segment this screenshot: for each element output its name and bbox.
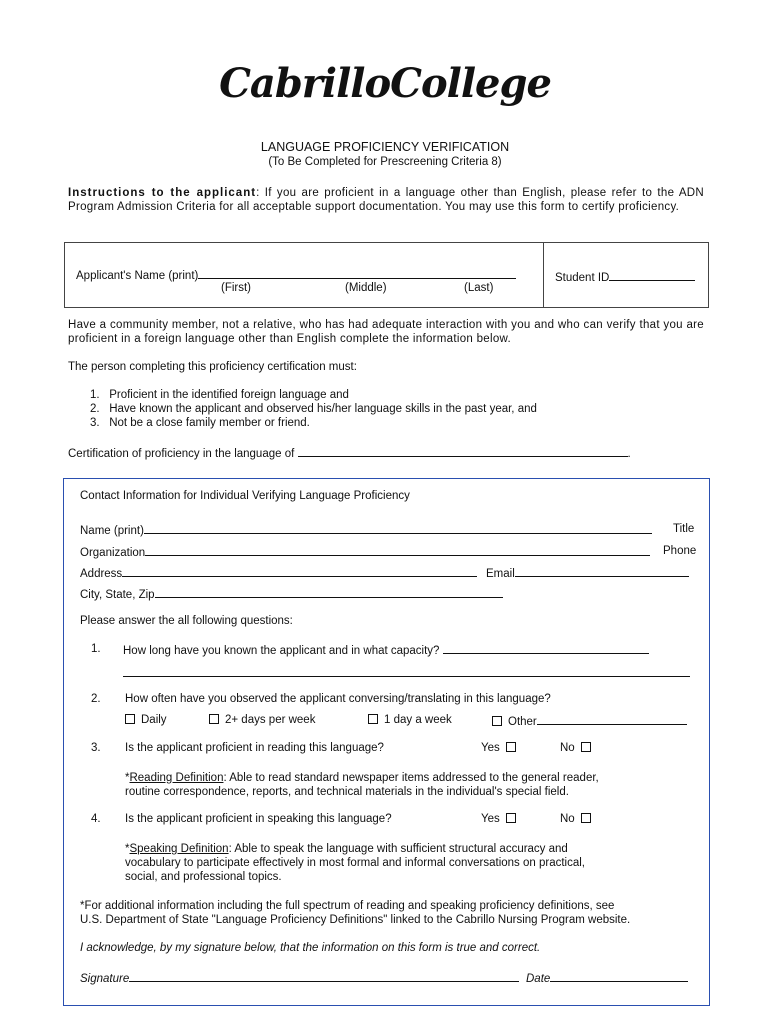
address-field[interactable]: [80, 566, 477, 580]
option-1-day-a-week[interactable]: 1 day a week: [368, 714, 452, 726]
instructions-text: : If you are proficient in a language other than English, please refer to the ADN Program Admission Criteria for all acceptable support documentation. You may use this form to certify proficiency.: [68, 187, 704, 213]
q3-no-option[interactable]: No: [560, 742, 597, 754]
student-id-line[interactable]: [609, 270, 695, 281]
applicant-name-field[interactable]: [76, 268, 516, 282]
question-4-number: 4.: [91, 813, 101, 825]
question-3-number: 3.: [91, 742, 101, 754]
other-line[interactable]: [537, 714, 687, 725]
question-2-text: How often have you observed the applicant conversing/translating in this language?: [125, 693, 551, 705]
certification-label: Certification of proficiency in the language of: [68, 448, 295, 460]
applicant-name-label: Applicant's Name (print): [76, 270, 199, 282]
form-subtitle: (To Be Completed for Prescreening Criteria 8): [268, 156, 502, 168]
applicant-name-line[interactable]: [198, 268, 516, 279]
title-label: Title: [673, 523, 695, 535]
email-field[interactable]: [486, 566, 689, 580]
one-day-checkbox[interactable]: [368, 714, 378, 724]
questions-intro: Please answer the all following questions:: [80, 615, 293, 627]
verifier-name-line[interactable]: [144, 523, 652, 534]
city-state-zip-field[interactable]: [80, 587, 503, 601]
question-1-answer-line-2[interactable]: [123, 666, 690, 677]
signature-field[interactable]: [80, 971, 519, 985]
q4-yes-checkbox[interactable]: [506, 813, 516, 823]
other-checkbox[interactable]: [492, 716, 502, 726]
student-id-field[interactable]: [555, 270, 695, 284]
city-state-zip-label: City, State, Zip: [80, 589, 155, 601]
q3-yes-option[interactable]: Yes: [481, 742, 522, 754]
email-line[interactable]: [515, 566, 689, 577]
verifier-name-label: Name (print): [80, 525, 144, 537]
middle-name-caption: (Middle): [345, 282, 387, 294]
q4-no-option[interactable]: No: [560, 813, 597, 825]
question-1-text: How long have you known the applicant and in what capacity?: [123, 645, 440, 657]
daily-checkbox[interactable]: [125, 714, 135, 724]
address-line[interactable]: [122, 566, 477, 577]
last-name-caption: (Last): [464, 282, 494, 294]
requirements-intro: The person completing this proficiency certification must:: [68, 361, 357, 373]
q3-yes-checkbox[interactable]: [506, 742, 516, 752]
organization-label: Organization: [80, 547, 146, 559]
option-daily[interactable]: Daily: [125, 714, 167, 726]
signature-line[interactable]: [129, 971, 519, 982]
question-2-number: 2.: [91, 693, 101, 705]
option-2-plus-days[interactable]: 2+ days per week: [209, 714, 315, 726]
student-id-label: Student ID: [555, 272, 610, 284]
q3-no-checkbox[interactable]: [581, 742, 591, 752]
community-instructions: Have a community member, not a relative, who has had adequate interaction with you and who can verify that you are proficient in a foreign language other than English complete the information below.: [68, 319, 704, 345]
acknowledgement: I acknowledge, by my signature below, that the information on this form is true and correct.: [80, 942, 541, 954]
date-field[interactable]: [526, 971, 688, 985]
question-4-text: Is the applicant proficient in speaking this language?: [125, 813, 392, 825]
applicant-box-divider: [543, 242, 544, 308]
organization-line[interactable]: [145, 545, 650, 556]
q4-yes-option[interactable]: Yes: [481, 813, 522, 825]
organization-field[interactable]: [80, 545, 650, 559]
requirement-item: 2. Have known the applicant and observed his/her language skills in the past year, and: [90, 403, 537, 415]
phone-label: Phone: [663, 545, 697, 557]
email-label: Email: [486, 568, 515, 580]
question-1-number: 1.: [91, 643, 101, 655]
verifier-name-field[interactable]: [80, 523, 652, 537]
date-line[interactable]: [550, 971, 688, 982]
instructions-label: Instructions to the applicant: [68, 187, 257, 199]
requirement-item: 3. Not be a close family member or friend.: [90, 417, 310, 429]
question-1-answer-line[interactable]: [443, 643, 649, 654]
footnote: *For additional information including the full spectrum of reading and speaking proficiency definitions, see U.S. Department of State "Language Proficiency Definitions" linked to the Cabrillo Nursing Program website.: [80, 900, 631, 926]
form-title: LANGUAGE PROFICIENCY VERIFICATION: [260, 140, 510, 154]
question-3-text: Is the applicant proficient in reading this language?: [125, 742, 384, 754]
city-state-zip-line[interactable]: [155, 587, 503, 598]
first-name-caption: (First): [221, 282, 252, 294]
cabrillo-college-logo: CabrilloCollege: [219, 60, 551, 107]
two-plus-days-checkbox[interactable]: [209, 714, 219, 724]
speaking-definition: *Speaking Definition: Able to speak the language with sufficient structural accuracy and vocabulary to participate effectively in most formal and informal conversations on practical, social, and professional topics.: [125, 843, 586, 883]
reading-definition: *Reading Definition: Able to read standard newspaper items addressed to the general reader, routine correspondence, reports, and technical materials in the individual's special field.: [125, 772, 599, 798]
requirement-item: 1. Proficient in the identified foreign language and: [90, 389, 349, 401]
certification-language-field[interactable]: Certification of proficiency in the language of .: [68, 448, 631, 460]
language-line[interactable]: [298, 446, 628, 457]
option-other[interactable]: Other: [492, 714, 687, 728]
address-label: Address: [80, 568, 123, 580]
question-1: [123, 643, 649, 657]
date-label: Date: [526, 973, 551, 985]
q4-no-checkbox[interactable]: [581, 813, 591, 823]
contact-heading: Contact Information for Individual Verifying Language Proficiency: [80, 490, 410, 502]
instructions: [68, 186, 704, 214]
signature-label: Signature: [80, 973, 130, 985]
